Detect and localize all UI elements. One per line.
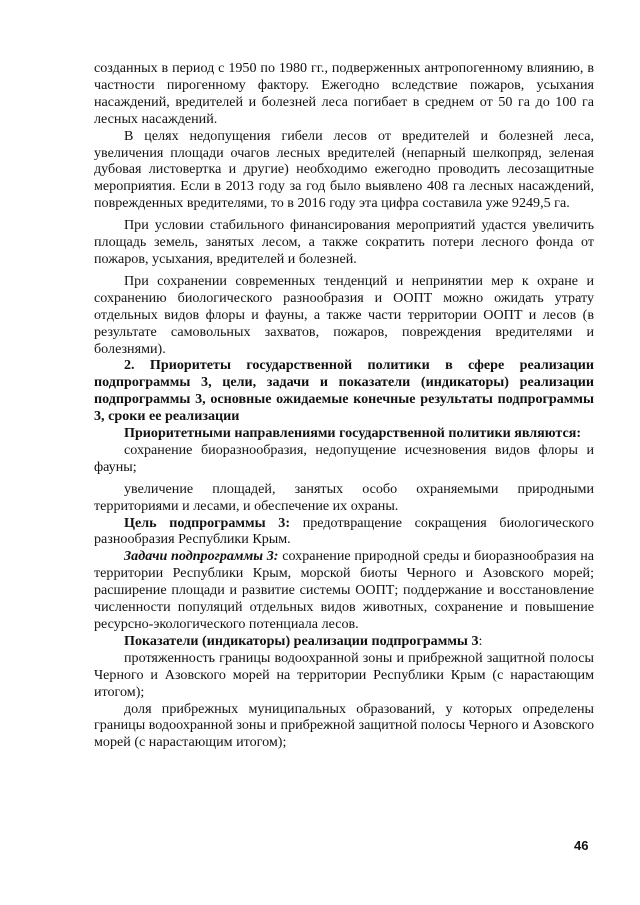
indicator-item-municipalities-share: доля прибрежных муниципальных образований, у которых определены границы водоохранной зоны и прибрежной защитной полосы Черного и Азовского морей (с нарастающим итогом); — [94, 700, 594, 751]
section-heading: 2. Приоритеты государственной политики в сфере реализации подпрограммы 3, цели, задачи и показатели (индикаторы) реализации подпрограммы 3, основные ожидаемые конечные результаты подпрограммы 3, сроки ее реализации — [94, 357, 594, 425]
goal-label: Цель подпрограммы 3: — [124, 514, 291, 531]
priorities-label: Приоритетными направлениями государственной политики являются: — [124, 425, 582, 442]
indicators-heading — [94, 633, 594, 650]
tasks-text: сохранение природной среды и биоразнообразия на территории Республики Крым, морской биоты Черного и Азовского морей; расширение площади и развитие системы ООПТ; поддержание и восстановление численности популяций отдельных видов животных, сохранение и повышение ресурсно-экологического потенциала лесов. — [94, 548, 594, 632]
goal-paragraph — [94, 515, 594, 549]
paragraph-trends: При сохранении современных тенденций и непринятии мер к охране и сохранению биологического разнообразия и ООПТ можно ожидать утрату отдельных видов флоры и фауны, а также части территории ООПТ и лесов (в результате самовольных захватов, пожаров, повреждения вредителями и болезнями). — [94, 272, 594, 357]
priority-item-biodiversity: сохранение биоразнообразия, недопущение исчезновения видов флоры и фауны; — [94, 441, 594, 475]
paragraph-financing: При условии стабильного финансирования мероприятий удастся увеличить площадь земель, занятых лесом, а также сократить потери лесного фонда от пожаров, усыхания, вредителей и болезней. — [94, 217, 594, 267]
paragraph-forest-pests: В целях недопущения гибели лесов от вредителей и болезней леса, увеличения площади очагов лесных вредителей (непарный шелкопряд, зеленая дубовая листовертка и другие) необходимо ежегодно проводить лесозащитные мероприятия. Если в 2013 году за год было выявлено 408 га лесных насаждений, поврежденных вредителями, то в 2016 году эта цифра составила уже 9249,5 га. — [94, 127, 594, 212]
tasks-label: Задачи подпрограммы 3: — [124, 548, 279, 565]
paragraph-forest-losses: созданных в период с 1950 по 1980 гг., подверженных антропогенному влиянию, в частности пирогенному фактору. Ежегодно вследствие пожаров, усыхания насаждений, вредителей и болезней леса погибает в среднем от 50 га до 100 га лесных насаждений. — [94, 60, 594, 127]
tasks-paragraph — [94, 548, 594, 633]
indicators-colon: : — [478, 632, 483, 649]
indicators-label: Показатели (индикаторы) реализации подпрограммы 3 — [124, 632, 479, 649]
goal-text: предотвращение сокращения биологического разнообразия Республики Крым. — [94, 514, 594, 548]
indicator-item-border-length: протяженность границы водоохранной зоны и прибрежной защитной полосы Черного и Азовского морей на территории Республики Крым (с нарастающим итогом); — [94, 649, 594, 700]
priority-item-protected-areas: увеличение площадей, занятых особо охраняемыми природными территориями и лесами, и обеспечение их охраны. — [94, 480, 594, 514]
page-number: 46 — [574, 838, 589, 853]
